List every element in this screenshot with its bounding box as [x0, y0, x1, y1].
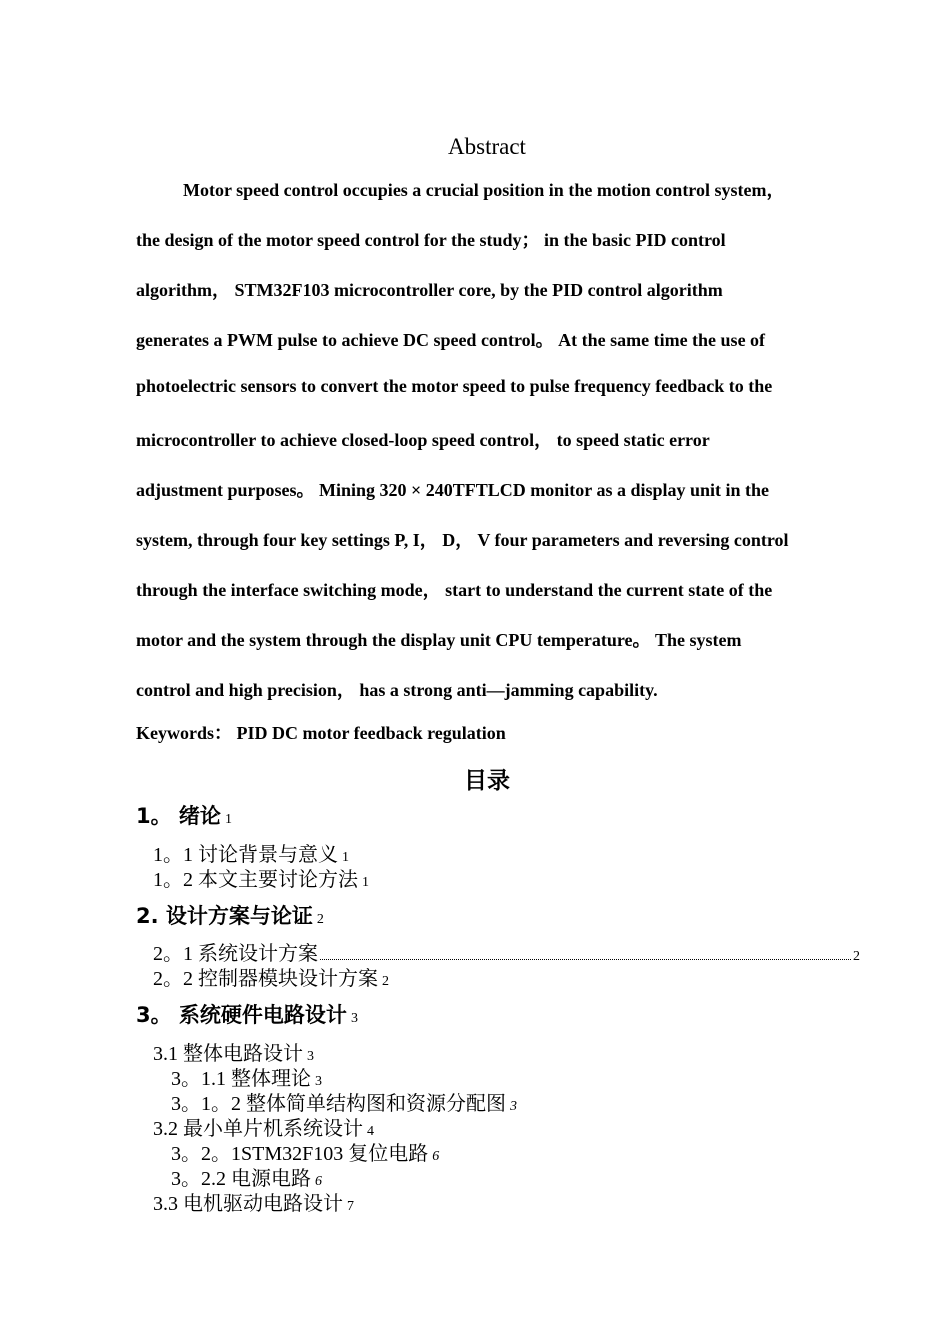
abstract-line: generates a PWM pulse to achieve DC speed control。 At the same time the use of [136, 330, 766, 350]
abstract-line: Motor speed control occupies a crucial position in the motion control system， [183, 180, 785, 200]
dot-leader [320, 959, 851, 960]
toc-entry[interactable] [136, 800, 232, 830]
toc-entry-text: 3.1 整体电路设计 [153, 1043, 303, 1065]
toc-entry-text: 1。 绪论 [136, 804, 221, 828]
toc-page-number: 1 [342, 850, 349, 865]
toc-page-number: 4 [367, 1124, 374, 1139]
toc-entry-text: 2。2 控制器模块设计方案 [153, 968, 378, 990]
abstract-line: photoelectric sensors to convert the motor speed to pulse frequency feedback to the [136, 376, 773, 396]
toc-page-number: 2 [853, 949, 860, 964]
toc-title: 目录 [464, 768, 510, 794]
toc-entry-text: 3。2。1STM32F103 复位电路 [171, 1143, 429, 1165]
toc-page-number: 3 [350, 1011, 358, 1026]
toc-page-number: 3 [315, 1074, 322, 1089]
toc-entry-text: 3.3 电机驱动电路设计 [153, 1193, 343, 1215]
toc-page-number: 7 [347, 1199, 354, 1214]
abstract-line: adjustment purposes。 Mining 320 × 240TFTLCD monitor as a display unit in the [136, 480, 770, 500]
abstract-line: system, through four key settings P, I， D， V four parameters and reversing control [136, 530, 789, 550]
toc-entry[interactable] [136, 900, 324, 930]
toc-page-number: 1 [224, 812, 232, 827]
toc-entry-text: 3.2 最小单片机系统设计 [153, 1118, 363, 1140]
toc-entry[interactable] [153, 962, 389, 991]
toc-entry-text: 3。1.1 整体理论 [171, 1068, 311, 1090]
toc-entry-text: 3。2.2 电源电路 [171, 1168, 311, 1190]
abstract-line: algorithm， STM32F103 microcontroller core, by the PID control algorithm [136, 280, 723, 300]
toc-page-number: 1 [362, 875, 369, 890]
abstract-line: motor and the system through the display unit CPU temperature。 The system [136, 630, 742, 650]
toc-entry-text: 1。2 本文主要讨论方法 [153, 869, 358, 891]
toc-page-number: 6 [432, 1149, 440, 1164]
toc-page-number: 3 [510, 1099, 517, 1114]
toc-entry-text: 2. 设计方案与论证 [136, 904, 313, 928]
abstract-line: the design of the motor speed control for the study； in the basic PID control [136, 230, 726, 250]
toc-page-number: 3 [307, 1049, 314, 1064]
abstract-line: microcontroller to achieve closed-loop speed control， to speed static error [136, 430, 710, 450]
toc-entry[interactable] [153, 863, 369, 892]
toc-entry[interactable] [136, 999, 358, 1029]
abstract-title: Abstract [448, 134, 526, 159]
abstract-line: through the interface switching mode， start to understand the current state of the [136, 580, 773, 600]
toc-page-number: 6 [315, 1174, 322, 1189]
toc-entry-text: 2。1 系统设计方案 [153, 943, 318, 965]
toc-entry-text: 1。1 讨论背景与意义 [153, 844, 338, 866]
toc-entry[interactable] [153, 1187, 354, 1216]
toc-entry-text: 3。1。2 整体简单结构图和资源分配图 [171, 1093, 506, 1115]
toc-page-number: 2 [382, 974, 389, 989]
abstract-line: control and high precision， has a strong anti—jamming capability. [136, 680, 658, 700]
toc-page-number: 2 [316, 912, 324, 927]
toc-entry-text: 3。 系统硬件电路设计 [136, 1003, 347, 1027]
keywords: Keywords： PID DC motor feedback regulation [136, 723, 506, 743]
